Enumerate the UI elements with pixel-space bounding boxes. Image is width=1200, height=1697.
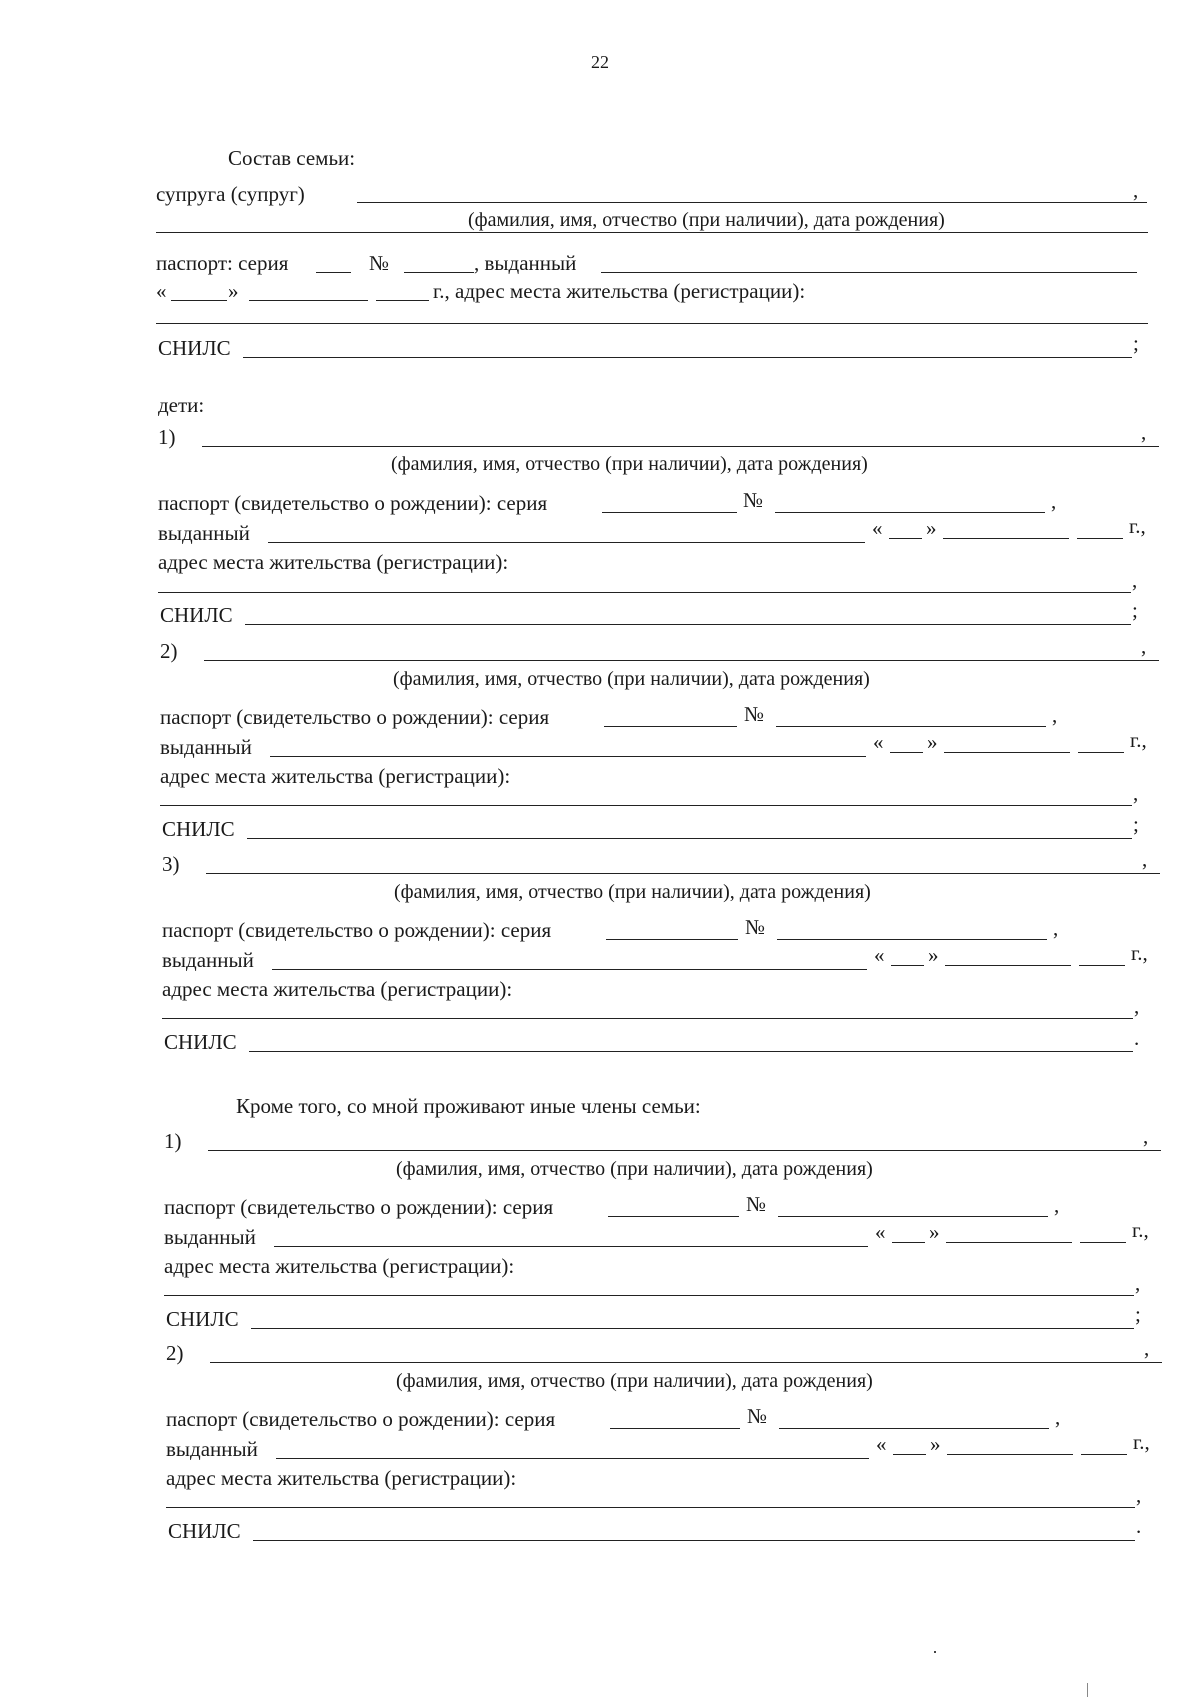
other-1-issued-field[interactable] [274, 1246, 868, 1247]
child-2-year-field[interactable] [1078, 752, 1124, 753]
child-2-issued-label: выданный [160, 735, 252, 759]
comma: , [1141, 634, 1147, 658]
other-1-day-field[interactable] [892, 1242, 925, 1243]
child-2-passport-label: паспорт (свидетельство о рождении): серия [160, 705, 550, 729]
child-2-quote-close: » [927, 730, 938, 754]
spouse-passport-series-label: паспорт: серия [156, 251, 289, 275]
comma: , [1054, 1193, 1060, 1217]
child-2-address-label: адрес места жительства (регистрации): [160, 764, 511, 788]
spouse-issue-month-field[interactable] [249, 300, 368, 301]
child-3-number: 3) [162, 852, 180, 876]
child-3-passport-label: паспорт (свидетельство о рождении): серия [162, 918, 552, 942]
scan-speck [934, 1651, 936, 1653]
spouse-issue-day-field[interactable] [171, 300, 227, 301]
other-1-snils-field[interactable] [251, 1328, 1134, 1329]
child-1-address-field[interactable] [158, 592, 1131, 593]
other-2-name-field[interactable] [210, 1362, 1162, 1363]
child-3-day-field[interactable] [891, 965, 924, 966]
other-2-day-field[interactable] [893, 1454, 926, 1455]
spouse-issue-year-field[interactable] [376, 300, 429, 301]
other-1-series-field[interactable] [608, 1216, 739, 1217]
comma: , [1134, 994, 1140, 1018]
other-1-address-field[interactable] [164, 1295, 1134, 1296]
child-1-issued-field[interactable] [268, 542, 865, 543]
spouse-quote-close: » [228, 279, 239, 303]
child-3-number-label: № [745, 915, 766, 939]
child-2-address-field[interactable] [160, 805, 1132, 806]
other-1-snils-label: СНИЛС [166, 1307, 239, 1331]
spouse-label: супруга (супруг) [156, 182, 305, 206]
child-1-year-field[interactable] [1077, 538, 1123, 539]
other-1-year-field[interactable] [1080, 1242, 1126, 1243]
child-3-month-field[interactable] [945, 965, 1071, 966]
other-1-caption: (фамилия, имя, отчество (при наличии), дата рождения) [396, 1158, 873, 1180]
semicolon: ; [1133, 331, 1139, 355]
family-composition-title: Состав семьи: [228, 146, 356, 170]
spouse-passport-issued-field[interactable] [601, 272, 1137, 273]
child-1-name-field[interactable] [202, 446, 1159, 447]
child-1-quote-close: » [926, 516, 937, 540]
other-2-quote-close: » [930, 1432, 941, 1456]
other-2-issued-label: выданный [166, 1437, 258, 1461]
spouse-passport-number-field[interactable] [404, 272, 474, 273]
children-label: дети: [158, 393, 205, 417]
child-3-snils-label: СНИЛС [164, 1030, 237, 1054]
spouse-passport-issued-label: , выданный [474, 251, 577, 275]
child-3-year-field[interactable] [1079, 965, 1125, 966]
other-2-issued-field[interactable] [276, 1458, 869, 1459]
child-2-doc-number-field[interactable] [776, 726, 1046, 727]
spouse-name-field[interactable] [357, 202, 1147, 203]
semicolon: ; [1132, 598, 1138, 622]
other-2-doc-number-field[interactable] [779, 1428, 1049, 1429]
other-2-year-label: г., [1133, 1430, 1150, 1454]
comma: , [1132, 568, 1138, 592]
other-2-month-field[interactable] [947, 1454, 1073, 1455]
spouse-passport-series-field[interactable] [316, 272, 351, 273]
others-title: Кроме того, со мной проживают иные члены семьи: [236, 1094, 701, 1118]
child-1-day-field[interactable] [889, 538, 922, 539]
other-2-series-field[interactable] [610, 1428, 740, 1429]
spouse-name-line-2[interactable] [156, 232, 1148, 233]
other-2-number: 2) [166, 1341, 184, 1365]
spouse-caption: (фамилия, имя, отчество (при наличии), дата рождения) [468, 209, 945, 231]
child-3-issued-field[interactable] [272, 969, 867, 970]
other-2-quote-open: « [876, 1432, 887, 1456]
child-1-address-label: адрес места жительства (регистрации): [158, 550, 509, 574]
child-2-name-field[interactable] [204, 660, 1159, 661]
period: . [1134, 1026, 1140, 1050]
child-3-address-field[interactable] [162, 1018, 1133, 1019]
other-2-year-field[interactable] [1081, 1454, 1127, 1455]
child-1-doc-number-field[interactable] [775, 512, 1045, 513]
child-1-number: 1) [158, 425, 176, 449]
child-3-name-field[interactable] [206, 873, 1160, 874]
child-1-passport-label: паспорт (свидетельство о рождении): серия [158, 491, 548, 515]
child-2-series-field[interactable] [604, 726, 737, 727]
child-1-series-field[interactable] [602, 512, 737, 513]
semicolon: ; [1133, 812, 1139, 836]
comma: , [1141, 420, 1147, 444]
child-1-number-label: № [743, 488, 764, 512]
scan-edge-mark [1087, 1683, 1088, 1697]
other-2-address-label: адрес места жительства (регистрации): [166, 1466, 517, 1490]
comma: , [1136, 1483, 1142, 1507]
other-2-snils-field[interactable] [253, 1540, 1135, 1541]
comma: , [1143, 1124, 1149, 1148]
child-2-caption: (фамилия, имя, отчество (при наличии), дата рождения) [393, 668, 870, 690]
child-3-quote-close: » [928, 943, 939, 967]
child-2-number-label: № [744, 702, 765, 726]
child-3-snils-field[interactable] [249, 1051, 1133, 1052]
other-1-number-label: № [746, 1192, 767, 1216]
other-1-doc-number-field[interactable] [778, 1216, 1048, 1217]
other-1-issued-label: выданный [164, 1225, 256, 1249]
child-2-year-label: г., [1130, 728, 1147, 752]
spouse-address-field[interactable] [156, 323, 1148, 324]
spouse-quote-open: « [156, 279, 167, 303]
child-1-caption: (фамилия, имя, отчество (при наличии), дата рождения) [391, 453, 868, 475]
child-3-doc-number-field[interactable] [777, 939, 1047, 940]
child-2-number: 2) [160, 639, 178, 663]
other-2-address-field[interactable] [166, 1507, 1135, 1508]
child-2-month-field[interactable] [944, 752, 1070, 753]
spouse-year-address-label: г., адрес места жительства (регистрации): [433, 279, 806, 303]
comma: , [1055, 1405, 1061, 1429]
other-2-caption: (фамилия, имя, отчество (при наличии), дата рождения) [396, 1370, 873, 1392]
other-1-month-field[interactable] [946, 1242, 1072, 1243]
comma: , [1052, 703, 1058, 727]
child-3-caption: (фамилия, имя, отчество (при наличии), дата рождения) [394, 881, 871, 903]
other-2-number-label: № [747, 1404, 768, 1428]
period: . [1136, 1514, 1142, 1538]
child-2-snils-field[interactable] [247, 838, 1132, 839]
other-1-name-field[interactable] [208, 1150, 1161, 1151]
comma: , [1051, 489, 1057, 513]
child-1-snils-field[interactable] [245, 624, 1131, 625]
other-1-quote-open: « [875, 1220, 886, 1244]
child-2-day-field[interactable] [890, 752, 923, 753]
child-2-quote-open: « [873, 730, 884, 754]
other-1-quote-close: » [929, 1220, 940, 1244]
spouse-snils-label: СНИЛС [158, 336, 231, 360]
spouse-snils-field[interactable] [243, 357, 1132, 358]
child-3-series-field[interactable] [606, 939, 738, 940]
child-1-issued-label: выданный [158, 521, 250, 545]
other-2-passport-label: паспорт (свидетельство о рождении): серия [166, 1407, 556, 1431]
child-1-snils-label: СНИЛС [160, 603, 233, 627]
semicolon: ; [1135, 1302, 1141, 1326]
spouse-passport-number-label: № [369, 251, 390, 275]
comma: , [1133, 178, 1139, 202]
comma: , [1053, 916, 1059, 940]
other-1-year-label: г., [1132, 1218, 1149, 1242]
other-1-passport-label: паспорт (свидетельство о рождении): серия [164, 1195, 554, 1219]
child-1-month-field[interactable] [943, 538, 1069, 539]
comma: , [1133, 781, 1139, 805]
child-1-quote-open: « [872, 516, 883, 540]
child-3-address-label: адрес места жительства (регистрации): [162, 977, 513, 1001]
comma: , [1142, 847, 1148, 871]
child-3-issued-label: выданный [162, 948, 254, 972]
other-1-number: 1) [164, 1129, 182, 1153]
child-1-year-label: г., [1129, 514, 1146, 538]
child-3-year-label: г., [1131, 941, 1148, 965]
child-3-quote-open: « [874, 943, 885, 967]
other-2-snils-label: СНИЛС [168, 1519, 241, 1543]
comma: , [1135, 1271, 1141, 1295]
child-2-issued-field[interactable] [270, 756, 866, 757]
comma: , [1144, 1336, 1150, 1360]
child-2-snils-label: СНИЛС [162, 817, 235, 841]
other-1-address-label: адрес места жительства (регистрации): [164, 1254, 515, 1278]
page-number: 22 [591, 52, 609, 72]
